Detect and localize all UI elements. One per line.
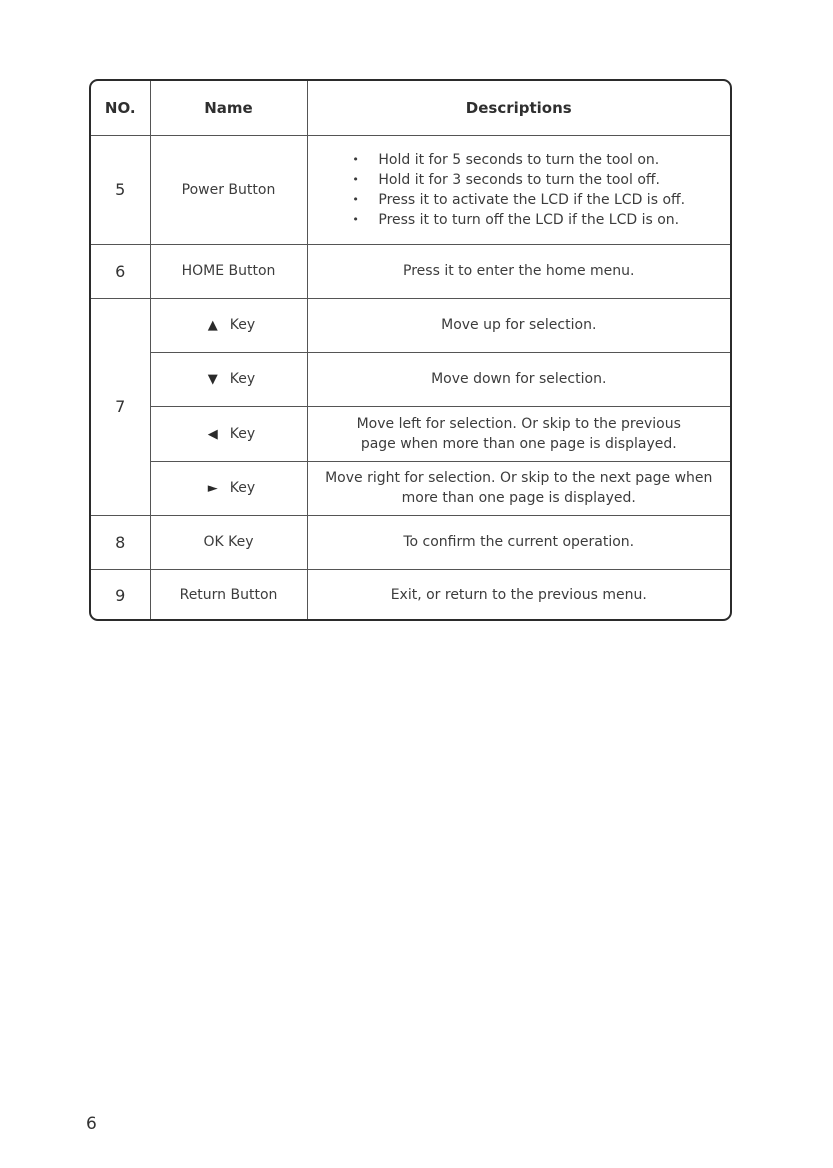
key-label: Key (229, 371, 256, 387)
row-description: Exit, or return to the previous menu. (390, 587, 647, 604)
left-arrow-icon: ◀ (207, 426, 218, 442)
table-row (91, 352, 730, 406)
row-name (150, 298, 307, 352)
row-name (150, 406, 307, 461)
key-label: Key (229, 480, 256, 496)
bullet-item: • Hold it for 5 seconds to turn the tool on. (352, 150, 685, 170)
up-arrow-icon: ▲ (207, 318, 218, 333)
right-arrow-icon: ► (207, 481, 218, 496)
button-description-table (89, 79, 732, 621)
row-number: 9 (91, 569, 150, 621)
key-label: Key (229, 425, 256, 442)
bullet-list (352, 150, 685, 230)
row-name: Return Button (150, 569, 307, 621)
table-row (91, 135, 730, 244)
row-name: OK Key (150, 515, 307, 569)
description-line: page when more than one page is displayed. (360, 435, 677, 452)
description-line: Move left for selection. Or skip to the previous (356, 415, 681, 432)
row-name (150, 461, 307, 515)
description-line: more than one page is displayed. (401, 490, 636, 506)
table (91, 81, 730, 621)
table-row (91, 406, 730, 461)
header-descriptions: Descriptions (307, 81, 730, 135)
row-name: HOME Button (150, 244, 307, 298)
page-number: 6 (86, 1114, 97, 1134)
table-row (91, 515, 730, 569)
row-description: Press it to enter the home menu. (307, 244, 730, 298)
row-description: To confirm the current operation. (307, 515, 730, 569)
down-arrow-icon: ▼ (207, 372, 218, 387)
row-description (307, 461, 730, 515)
header-no: NO. (91, 81, 150, 135)
table-row (91, 244, 730, 298)
table-row (91, 298, 730, 352)
row-description: Move down for selection. (307, 352, 730, 406)
row-description (307, 135, 730, 244)
row-name: Power Button (150, 135, 307, 244)
header-name: Name (150, 81, 307, 135)
bullet-item: • Press it to activate the LCD if the LCD is off. (352, 190, 685, 210)
key-label: Key (229, 317, 256, 333)
row-name (150, 352, 307, 406)
bullet-item: • Hold it for 3 seconds to turn the tool off. (352, 170, 685, 190)
table-row (91, 461, 730, 515)
description-line: Move right for selection. Or skip to the next page when (325, 470, 713, 486)
row-number: 8 (91, 515, 150, 569)
bullet-item: • Press it to turn off the LCD if the LCD is on. (352, 210, 685, 230)
row-number: 5 (91, 135, 150, 244)
table-row (91, 569, 730, 621)
row-description: Move up for selection. (307, 298, 730, 352)
header-row (91, 81, 730, 135)
row-number: 7 (91, 298, 150, 515)
row-number: 6 (91, 244, 150, 298)
row-description (307, 406, 730, 461)
